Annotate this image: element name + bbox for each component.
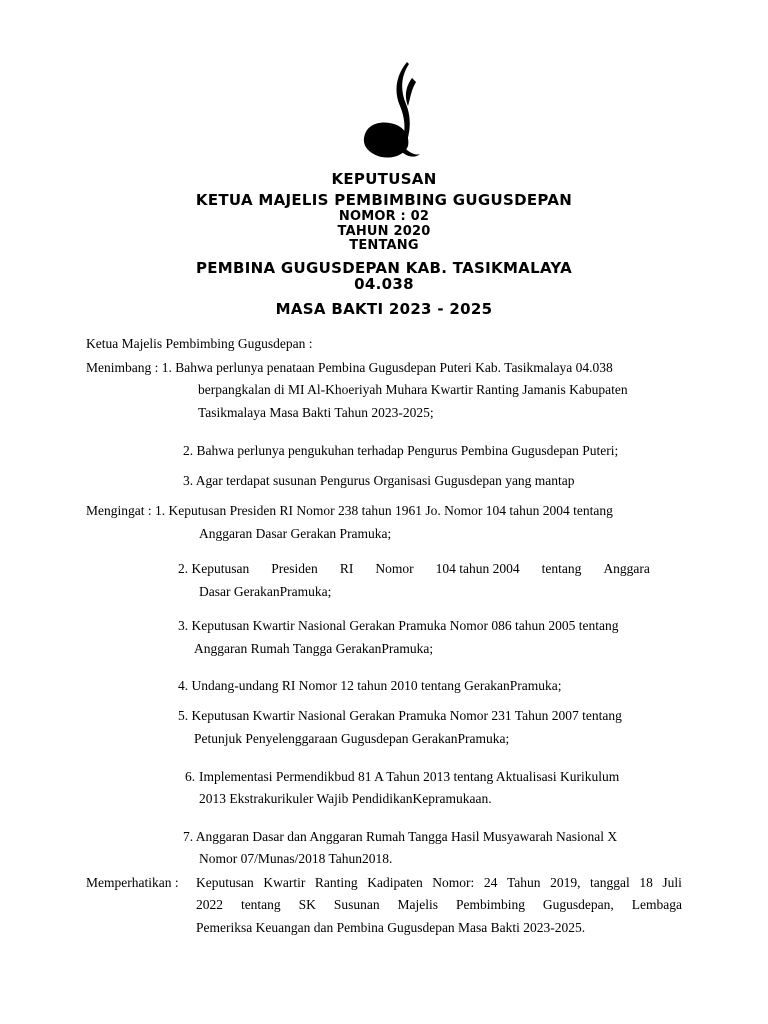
mengingat-item-1-text: 1. Keputusan Presiden RI Nomor 238 tahun 1961 Jo. Nomor 104 tahun 2004 tentang	[155, 503, 613, 518]
memperhatikan-word: Kadipaten	[367, 875, 423, 890]
decision-number: NOMOR : 02	[338, 209, 430, 224]
mengingat-item-2-word: Anggara	[603, 561, 650, 576]
mengingat-item-6-cont: 2013 Ekstrakurikuler Wajib PendidikanKepramukaan.	[199, 791, 492, 806]
mengingat-item-1-cont: Anggaran Dasar Gerakan Pramuka;	[199, 526, 392, 541]
menimbang-item-1-cont2: Tasikmalaya Masa Bakti Tahun 2023-2025;	[198, 405, 434, 420]
memperhatikan-word: SK	[298, 897, 316, 912]
mengingat-item-2-cont: Dasar GerakanPramuka;	[199, 584, 332, 599]
menimbang-item-1-text: 1. Bahwa perlunya penataan Pembina Gugusdepan Puteri Kab. Tasikmalaya 04.038	[161, 360, 613, 375]
memperhatikan-word: Tahun	[506, 875, 541, 890]
memperhatikan-word: tentang	[240, 897, 281, 912]
mengingat-item-2-word: 2. Keputusan	[178, 561, 250, 576]
memperhatikan-word: 2022	[196, 897, 223, 912]
mengingat-item-2-word: Nomor	[375, 561, 414, 576]
mengingat-item-2-word: 104 tahun 2004	[435, 561, 520, 576]
subject-code: 04.038	[354, 275, 414, 293]
memperhatikan-line-1	[196, 876, 682, 890]
memperhatikan-word: Ranting	[314, 875, 358, 890]
decision-heading: KEPUTUSAN	[331, 170, 437, 188]
memperhatikan-word: Pembimbing	[455, 897, 525, 912]
mengingat-item-2-word: tentang	[541, 561, 582, 576]
mengingat-item-5-cont: Petunjuk Penyelenggaraan Gugusdepan GerakanPramuka;	[194, 731, 510, 746]
pramuka-logo-icon	[360, 60, 422, 162]
issuer-heading: KETUA MAJELIS PEMBIMBING GUGUSDEPAN	[195, 191, 573, 209]
memperhatikan-label: Memperhatikan :	[86, 875, 179, 890]
menimbang-item-3: 3. Agar terdapat susunan Pengurus Organisasi Gugusdepan yang mantap	[183, 473, 575, 488]
memperhatikan-word: Juli	[662, 875, 682, 890]
memperhatikan-word: Nomor:	[432, 875, 475, 890]
memperhatikan-word: Kwartir	[263, 875, 306, 890]
mengingat-item-1	[86, 504, 613, 518]
mengingat-item-7: 7. Anggaran Dasar dan Anggaran Rumah Tangga Hasil Musyawarah Nasional X	[183, 829, 618, 844]
memperhatikan-word: 18	[639, 875, 653, 890]
memperhatikan-word: Gugusdepan,	[542, 897, 614, 912]
memperhatikan-word: 2019,	[550, 875, 581, 890]
mengingat-item-6-number: 6.	[185, 769, 196, 784]
menimbang-label: Menimbang :	[86, 360, 162, 375]
memperhatikan-word: Susunan	[333, 897, 380, 912]
memperhatikan-word: Lembaga	[631, 897, 682, 912]
about-heading: TENTANG	[349, 238, 419, 253]
menimbang-item-1	[86, 361, 613, 375]
mengingat-item-3-cont: Anggaran Rumah Tangga GerakanPramuka;	[194, 641, 434, 656]
memperhatikan-line-3: Pemeriksa Keuangan dan Pembina Gugusdepan Masa Bakti 2023-2025.	[196, 920, 586, 935]
mengingat-item-6: Implementasi Permendikbud 81 A Tahun 2013 tentang Aktualisasi Kurikulum	[199, 769, 620, 784]
service-period-heading: MASA BAKTI 2023 - 2025	[275, 300, 493, 318]
menimbang-item-1-cont: berpangkalan di MI Al-Khoeriyah Muhara Kwartir Ranting Jamanis Kabupaten	[198, 382, 628, 397]
menimbang-item-2: 2. Bahwa perlunya pengukuhan terhadap Pengurus Pembina Gugusdepan Puteri;	[183, 443, 619, 458]
mengingat-item-5: 5. Keputusan Kwartir Nasional Gerakan Pramuka Nomor 231 Tahun 2007 tentang	[178, 708, 622, 723]
mengingat-item-2-word: Presiden	[271, 561, 318, 576]
mengingat-label: Mengingat :	[86, 503, 155, 518]
mengingat-item-7-cont: Nomor 07/Munas/2018 Tahun2018.	[199, 851, 393, 866]
mengingat-item-4: 4. Undang-undang RI Nomor 12 tahun 2010 tentang GerakanPramuka;	[178, 678, 562, 693]
memperhatikan-word: tanggal	[590, 875, 630, 890]
mengingat-item-3: 3. Keputusan Kwartir Nasional Gerakan Pramuka Nomor 086 tahun 2005 tentang	[178, 618, 619, 633]
subject-heading: PEMBINA GUGUSDEPAN KAB. TASIKMALAYA	[195, 259, 573, 277]
memperhatikan-word: Keputusan	[196, 875, 254, 890]
intro-line: Ketua Majelis Pembimbing Gugusdepan :	[86, 336, 313, 351]
mengingat-item-2-word: RI	[339, 561, 354, 576]
memperhatikan-word: 24	[483, 875, 498, 890]
decision-year: TAHUN 2020	[337, 224, 431, 239]
mengingat-item-2	[178, 562, 650, 576]
memperhatikan-line-2	[196, 898, 682, 912]
memperhatikan-word: Majelis	[397, 897, 439, 912]
